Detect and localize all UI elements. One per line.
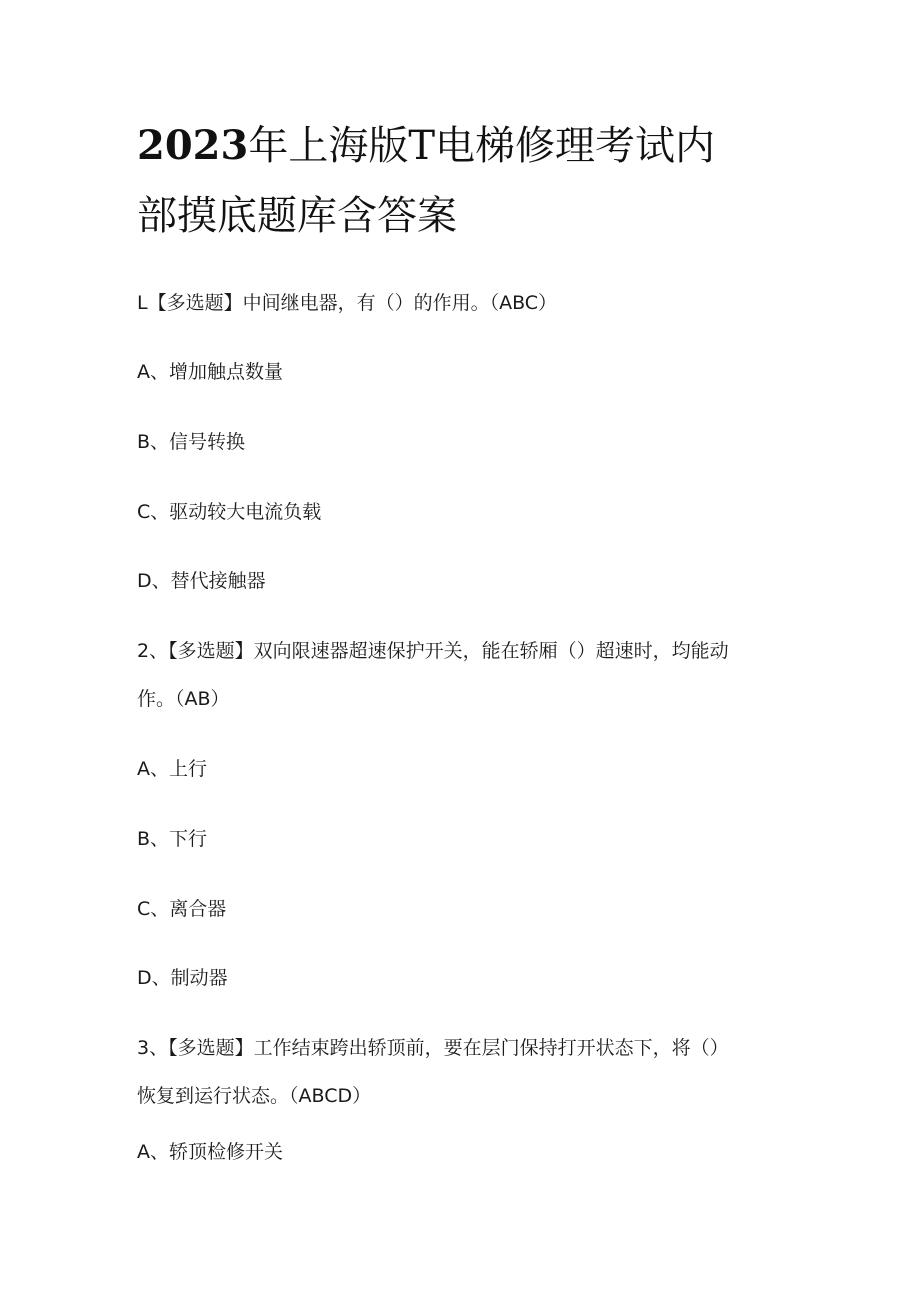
question-3-stem-line-2: 恢复到运行状态。（ABCD）: [137, 1085, 372, 1107]
document-title-line-2: 部摸底题库含答案: [137, 193, 457, 239]
question-3-option-a: A、轿顶检修开关: [137, 1141, 283, 1163]
question-2-option-b: B、下行: [137, 828, 208, 850]
title-text: 年上海版T电梯修理考试内: [248, 123, 716, 169]
question-1-option-d: D、替代接触器: [137, 570, 266, 592]
question-2-option-a: A、上行: [137, 758, 207, 780]
question-1-option-a: A、增加触点数量: [137, 361, 283, 383]
question-2-option-d: D、制动器: [137, 967, 228, 989]
question-3-stem-line-1: 3、【多选题】工作结束跨出轿顶前，要在层门保持打开状态下，将（）: [137, 1037, 729, 1059]
question-1-option-b: B、信号转换: [137, 431, 246, 453]
title-year: 2023: [137, 122, 249, 169]
document-title-line-1: [137, 122, 837, 169]
question-1-option-c: C、驱动较大电流负载: [137, 501, 322, 523]
question-2-stem-line-1: 2、【多选题】双向限速器超速保护开关，能在轿厢（）超速时，均能动: [137, 640, 729, 662]
question-2-option-c: C、离合器: [137, 898, 227, 920]
question-2-stem-line-2: 作。（AB）: [137, 688, 230, 710]
question-1-stem: L【多选题】中间继电器，有（）的作用。（ABC）: [137, 292, 558, 314]
